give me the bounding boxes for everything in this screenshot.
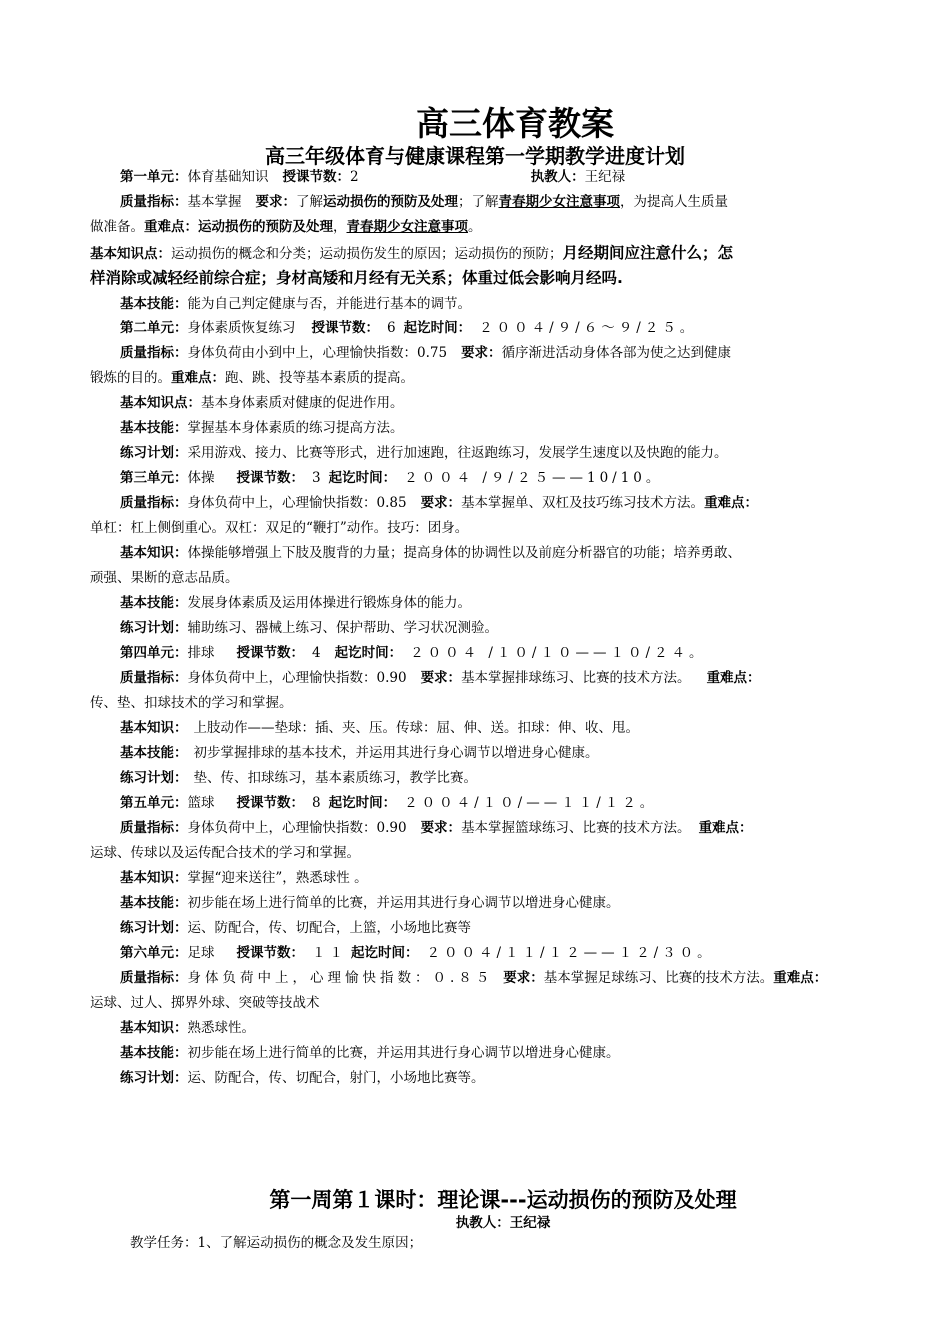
difficulty-value: 单杠：杠上侧倒重心。双杠：双足的“鞭打”动作。技巧：团身。 [90, 520, 469, 536]
quality-value: 身体负荷中上，心理愉快指数：0.90 [187, 670, 407, 686]
unit4-knowledge [120, 718, 639, 738]
requirement-value: 基本掌握单、双杠及技巧练习技术方法。 [461, 495, 705, 511]
unit-label: 第四单元： [120, 645, 188, 661]
unit6-plan [120, 1068, 485, 1088]
unit2-difficulty [90, 368, 414, 388]
quality-label: 质量指标： [120, 194, 188, 210]
unit4-difficulty [90, 693, 293, 713]
unit-value: 排球 [187, 645, 215, 661]
time-label: 起讫时间： [403, 320, 472, 336]
unit-label: 第三单元： [120, 470, 188, 486]
unit-label: 第五单元： [120, 795, 188, 811]
hours-value: 2 [350, 169, 359, 185]
difficulty-value: 运球、传球以及运传配合技术的学习和掌握。 [90, 845, 360, 861]
requirement-text: 了解 [296, 194, 323, 210]
hours-label: 授课节数： [236, 795, 304, 811]
knowledge-value: 熟悉球性。 [187, 1020, 255, 1036]
requirement-emphasis: 青春期少女注意事项 [498, 194, 620, 210]
lesson-title: 第一周第１课时：理论课---运动损伤的预防及处理 [269, 1188, 737, 1212]
requirement-emphasis: 运动损伤的预防及处理 [323, 194, 458, 210]
plan-value: 辅助练习、器械上练习、保护帮助、学习状况测验。 [187, 620, 498, 636]
unit2-knowledge [120, 393, 404, 413]
plan-value: 运、防配合，传、切配合，上篮，小场地比赛等 [187, 920, 471, 936]
quality-value: 身体负荷由小到中上，心理愉快指数：0.75 [187, 345, 448, 361]
unit3-header [120, 468, 663, 488]
plan-label: 练习计划： [120, 1070, 188, 1086]
skill-label: 基本技能： [120, 595, 188, 611]
knowledge-value: 基本身体素质对健康的促进作用。 [201, 395, 404, 411]
requirement-label: 要求： [461, 345, 502, 361]
unit2-quality [120, 343, 731, 363]
hours-value: 4 [312, 645, 321, 661]
knowledge-label: 基本知识点： [90, 246, 171, 262]
time-label: 起讫时间： [328, 470, 397, 486]
teacher-value: 王纪禄 [509, 1215, 551, 1231]
unit1-header [120, 167, 625, 187]
teacher-value: 王纪禄 [584, 169, 626, 185]
quality-value: 身体负荷中上，心理愉快指数：0.85 [187, 495, 407, 511]
knowledge-value: 顽强、果断的意志品质。 [90, 570, 239, 586]
quality-value: 基本掌握 [187, 194, 242, 210]
plan-value: 运、防配合，传、切配合，射门，小场地比赛等。 [187, 1070, 485, 1086]
skill-value: 能为自己判定健康与否，并能进行基本的调节。 [187, 296, 471, 312]
unit4-quality [120, 668, 761, 688]
unit3-difficulty [90, 518, 468, 538]
requirement-label: 要求： [503, 970, 544, 986]
difficulty-value: 跑、跳、投等基本素质的提高。 [225, 370, 414, 386]
time-value: ２００４/９/６～９/２５。 [479, 320, 698, 336]
unit3-plan [120, 618, 498, 638]
difficulty-label: 重难点： [773, 970, 828, 986]
difficulty-label: 重难点： [144, 219, 198, 235]
unit-value: 篮球 [187, 795, 215, 811]
document-subtitle: 高三年级体育与健康课程第一学期教学进度计划 [265, 144, 685, 168]
skill-label: 基本技能： [120, 1045, 188, 1061]
unit3-knowledge [120, 543, 741, 563]
skill-value: 初步能在场上进行简单的比赛，并运用其进行身心调节以增进身心健康。 [187, 895, 620, 911]
time-value: ２００４/１１/１２——１２/３０。 [426, 945, 715, 961]
unit5-header [120, 793, 657, 813]
quality-label: 质量指标： [120, 345, 188, 361]
unit5-quality [120, 818, 753, 838]
requirement-text: 做准备。 [90, 219, 144, 235]
unit1-difficulty [90, 217, 482, 237]
plan-label: 练习计划： [120, 445, 188, 461]
document-title: 高三体育教案 [416, 104, 614, 143]
skill-label: 基本技能： [120, 296, 188, 312]
difficulty-value: 运球、过人、掷界外球、突破等技战术 [90, 995, 320, 1011]
unit-label: 第六单元： [120, 945, 188, 961]
unit3-quality [120, 493, 758, 513]
hours-label: 授课节数： [311, 320, 379, 336]
unit6-header [120, 943, 715, 963]
knowledge-label: 基本知识： [120, 1020, 188, 1036]
unit-label: 第二单元： [120, 320, 188, 336]
hours-value: １１ [312, 945, 347, 961]
knowledge-value: 掌握“迎来送往”，熟悉球性 。 [187, 870, 368, 886]
skill-label: 基本技能： [120, 745, 188, 761]
unit-label: 第一单元： [120, 169, 188, 185]
quality-label: 质量指标： [120, 970, 188, 986]
requirement-text: 循序渐进活动身体各部为使之达到健康 [501, 345, 732, 361]
quality-label: 质量指标： [120, 670, 188, 686]
unit3-knowledge-cont [90, 568, 239, 588]
difficulty-label: 重难点： [706, 670, 761, 686]
plan-label: 练习计划： [120, 620, 188, 636]
unit3-skill [120, 593, 471, 613]
time-value: ２００４/１０/——１１/１２。 [404, 795, 658, 811]
unit4-plan [120, 768, 477, 788]
skill-label: 基本技能： [120, 420, 188, 436]
hours-value: 6 [387, 320, 396, 336]
knowledge-text: 运动损伤的概念和分类；运动损伤发生的原因；运动损伤的预防； [171, 246, 563, 262]
unit6-skill [120, 1043, 620, 1063]
lesson-task [130, 1233, 422, 1253]
skill-value: 初步能在场上进行简单的比赛，并运用其进行身心调节以增进身心健康。 [187, 1045, 620, 1061]
lesson-teacher [0, 1214, 950, 1232]
knowledge-label: 基本知识： [120, 545, 188, 561]
requirement-label: 要求： [420, 820, 462, 836]
time-label: 起讫时间： [328, 795, 397, 811]
difficulty-text: 青春期少女注意事项 [346, 219, 468, 235]
skill-value: 发展身体素质及运用体操进行锻炼身体的能力。 [187, 595, 471, 611]
requirement-value: 基本掌握足球练习、比赛的技术方法。 [543, 970, 774, 986]
hours-label: 授课节数： [236, 945, 304, 961]
difficulty-label: 重难点： [704, 495, 759, 511]
quality-value: 身体负荷中上，心理愉快指数：０.８５ [187, 970, 494, 986]
hours-label: 授课节数： [236, 645, 304, 661]
unit1-knowledge [90, 243, 733, 264]
unit4-header [120, 643, 707, 663]
unit-value: 足球 [187, 945, 215, 961]
plan-value: 垫、传、扣球练习，基本素质练习，教学比赛。 [193, 770, 477, 786]
requirement-value: 基本掌握篮球练习、比赛的技术方法。 [461, 820, 691, 836]
time-label: 起讫时间： [334, 645, 403, 661]
unit5-difficulty [90, 843, 360, 863]
difficulty-text: 。 [468, 219, 482, 235]
quality-label: 质量指标： [120, 495, 188, 511]
task-label: 教学任务： [130, 1235, 198, 1251]
knowledge-value: 上肢动作——垫球：插、夹、压。传球：屈、伸、送。扣球：伸、收、甩。 [193, 720, 639, 736]
unit5-plan [120, 918, 471, 938]
unit1-skill [120, 294, 471, 314]
plan-label: 练习计划： [120, 920, 188, 936]
difficulty-text: ， [333, 219, 347, 235]
time-value: ２００４ /１０/１０——１０/２４。 [410, 645, 707, 661]
skill-label: 基本技能： [120, 895, 188, 911]
knowledge-value: 体操能够增强上下肢及腹背的力量；提高身体的协调性以及前庭分析器官的功能；培养勇敢、 [187, 545, 741, 561]
hours-value: 3 [312, 470, 321, 486]
unit2-header [120, 318, 697, 338]
skill-value: 掌握基本身体素质的练习提高方法。 [187, 420, 404, 436]
unit-value: 体操 [187, 470, 215, 486]
quality-value: 身体负荷中上，心理愉快指数：0.90 [187, 820, 407, 836]
knowledge-label: 基本知识： [120, 870, 188, 886]
requirement-value: 基本掌握排球练习、比赛的技术方法。 [461, 670, 691, 686]
requirement-text: 锻炼的目的。 [90, 370, 171, 386]
unit6-quality [120, 968, 827, 988]
time-value: ２００４ /９/２５——10/10。 [404, 470, 664, 486]
unit4-skill [120, 743, 599, 763]
unit2-skill [120, 418, 404, 438]
unit5-knowledge [120, 868, 368, 888]
difficulty-label: 重难点： [698, 820, 753, 836]
requirement-label: 要求： [420, 495, 462, 511]
teacher-label: 执教人： [455, 1215, 510, 1231]
hours-value: 8 [312, 795, 321, 811]
unit1-quality [120, 192, 728, 212]
requirement-text: ，为提高人生质量 [620, 194, 728, 210]
requirement-label: 要求： [420, 670, 462, 686]
knowledge-emphasis: 月经期间应注意什么；怎 [562, 244, 734, 262]
unit2-plan [120, 443, 728, 463]
task-value: 1、了解运动损伤的概念及发生原因； [197, 1235, 423, 1251]
plan-label: 练习计划： [120, 770, 188, 786]
knowledge-emphasis: 样消除或减轻经前综合症；身材高矮和月经有无关系；体重过低会影响月经吗. [90, 269, 623, 287]
unit-value: 体育基础知识 [187, 169, 269, 185]
knowledge-label: 基本知识点： [120, 395, 201, 411]
difficulty-label: 重难点： [171, 370, 225, 386]
knowledge-label: 基本知识： [120, 720, 188, 736]
unit5-skill [120, 893, 620, 913]
unit6-difficulty [90, 993, 320, 1013]
unit-value: 身体素质恢复练习 [187, 320, 296, 336]
unit1-knowledge-cont [90, 268, 623, 289]
hours-label: 授课节数： [282, 169, 350, 185]
difficulty-value: 传、垫、扣球技术的学习和掌握。 [90, 695, 293, 711]
difficulty-text: 运动损伤的预防及处理 [198, 219, 333, 235]
requirement-text: ；了解 [458, 194, 499, 210]
unit6-knowledge [120, 1018, 255, 1038]
requirement-label: 要求： [255, 194, 296, 210]
skill-value: 初步掌握排球的基本技术，并运用其进行身心调节以增进身心健康。 [193, 745, 599, 761]
teacher-label: 执教人： [530, 169, 585, 185]
time-label: 起讫时间： [351, 945, 419, 961]
hours-label: 授课节数： [236, 470, 304, 486]
plan-value: 采用游戏、接力、比赛等形式，进行加速跑，往返跑练习，发展学生速度以及快跑的能力。 [187, 445, 728, 461]
quality-label: 质量指标： [120, 820, 188, 836]
